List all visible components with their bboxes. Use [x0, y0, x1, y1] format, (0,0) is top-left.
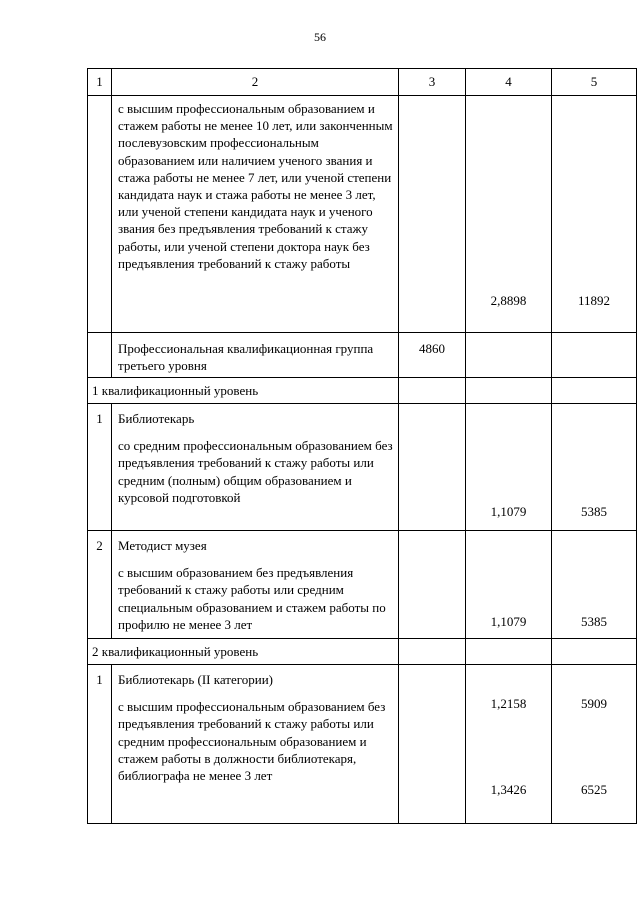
row-index: 2 — [88, 531, 112, 639]
header-row — [88, 69, 637, 96]
level-2-label: 2 квалификационный уровень — [88, 639, 399, 665]
page-number: 56 — [314, 30, 326, 44]
table-row-methodist — [88, 531, 637, 639]
table-row-librarian-2 — [88, 665, 637, 824]
header-col-1: 1 — [88, 69, 112, 96]
row-salary: 5385 — [581, 504, 607, 519]
header-col-5: 5 — [552, 69, 637, 96]
position-requirements: с высшим образованием без предъявления требований к стажу работы или средним специальным образованием и стажем работы по профилю не менее 3 лет — [118, 565, 386, 632]
position-title: Методист музея — [118, 538, 207, 553]
header-col-4: 4 — [466, 69, 552, 96]
row-salary: 5385 — [581, 614, 607, 629]
row-coef-a: 1,2158 — [490, 696, 527, 711]
level-row-1 — [88, 378, 637, 404]
table-row-librarian — [88, 404, 637, 531]
level-1-label: 1 квалификационный уровень — [88, 378, 399, 404]
position-title: Библиотекарь (II категории) — [118, 672, 273, 687]
position-requirements: с высшим профессиональным образованием без предъявления требований к стажу работы или средним профессиональным образованием и стажем работы в должности библиотекаря, библиографа не менее 3 лет — [118, 699, 386, 784]
header-col-3: 3 — [399, 69, 466, 96]
row-description: с высшим профессиональным образованием и стажем работы не менее 10 лет, или законченным послевузовским профессиональным образованием или наличием ученого звания и стажа работы не менее 7 лет, или ученой степени кандидата наук и стажа работы не менее 3 лет, или ученой степени кандидата наук и ученого звания без предъявления требований к стажу работы, или ученой степени доктора наук без предъявления требований к стажу работы — [112, 96, 399, 333]
header-col-2: 2 — [112, 69, 399, 96]
row-salary: 11892 — [577, 293, 611, 308]
row-coef: 2,8898 — [490, 293, 527, 308]
position-requirements: со средним профессиональным образованием без предъявления требований к стажу работы или средним (полным) общим образованием и курсовой подготовкой — [118, 438, 393, 505]
row-salary-a: 5909 — [581, 696, 607, 711]
group-row — [88, 333, 637, 378]
level-row-2 — [88, 639, 637, 665]
position-title: Библиотекарь — [118, 411, 195, 426]
row-coef: 1,1079 — [490, 504, 527, 519]
salary-table — [87, 68, 637, 824]
row-index: 1 — [88, 665, 112, 824]
table-row-continued — [88, 96, 637, 333]
row-coef-b: 1,3426 — [490, 782, 527, 797]
group-title: Профессиональная квалификационная группа третьего уровня — [112, 333, 399, 378]
row-coef: 1,1079 — [490, 614, 527, 629]
row-salary-b: 6525 — [581, 782, 607, 797]
row-index: 1 — [88, 404, 112, 531]
group-base-salary: 4860 — [399, 333, 466, 378]
